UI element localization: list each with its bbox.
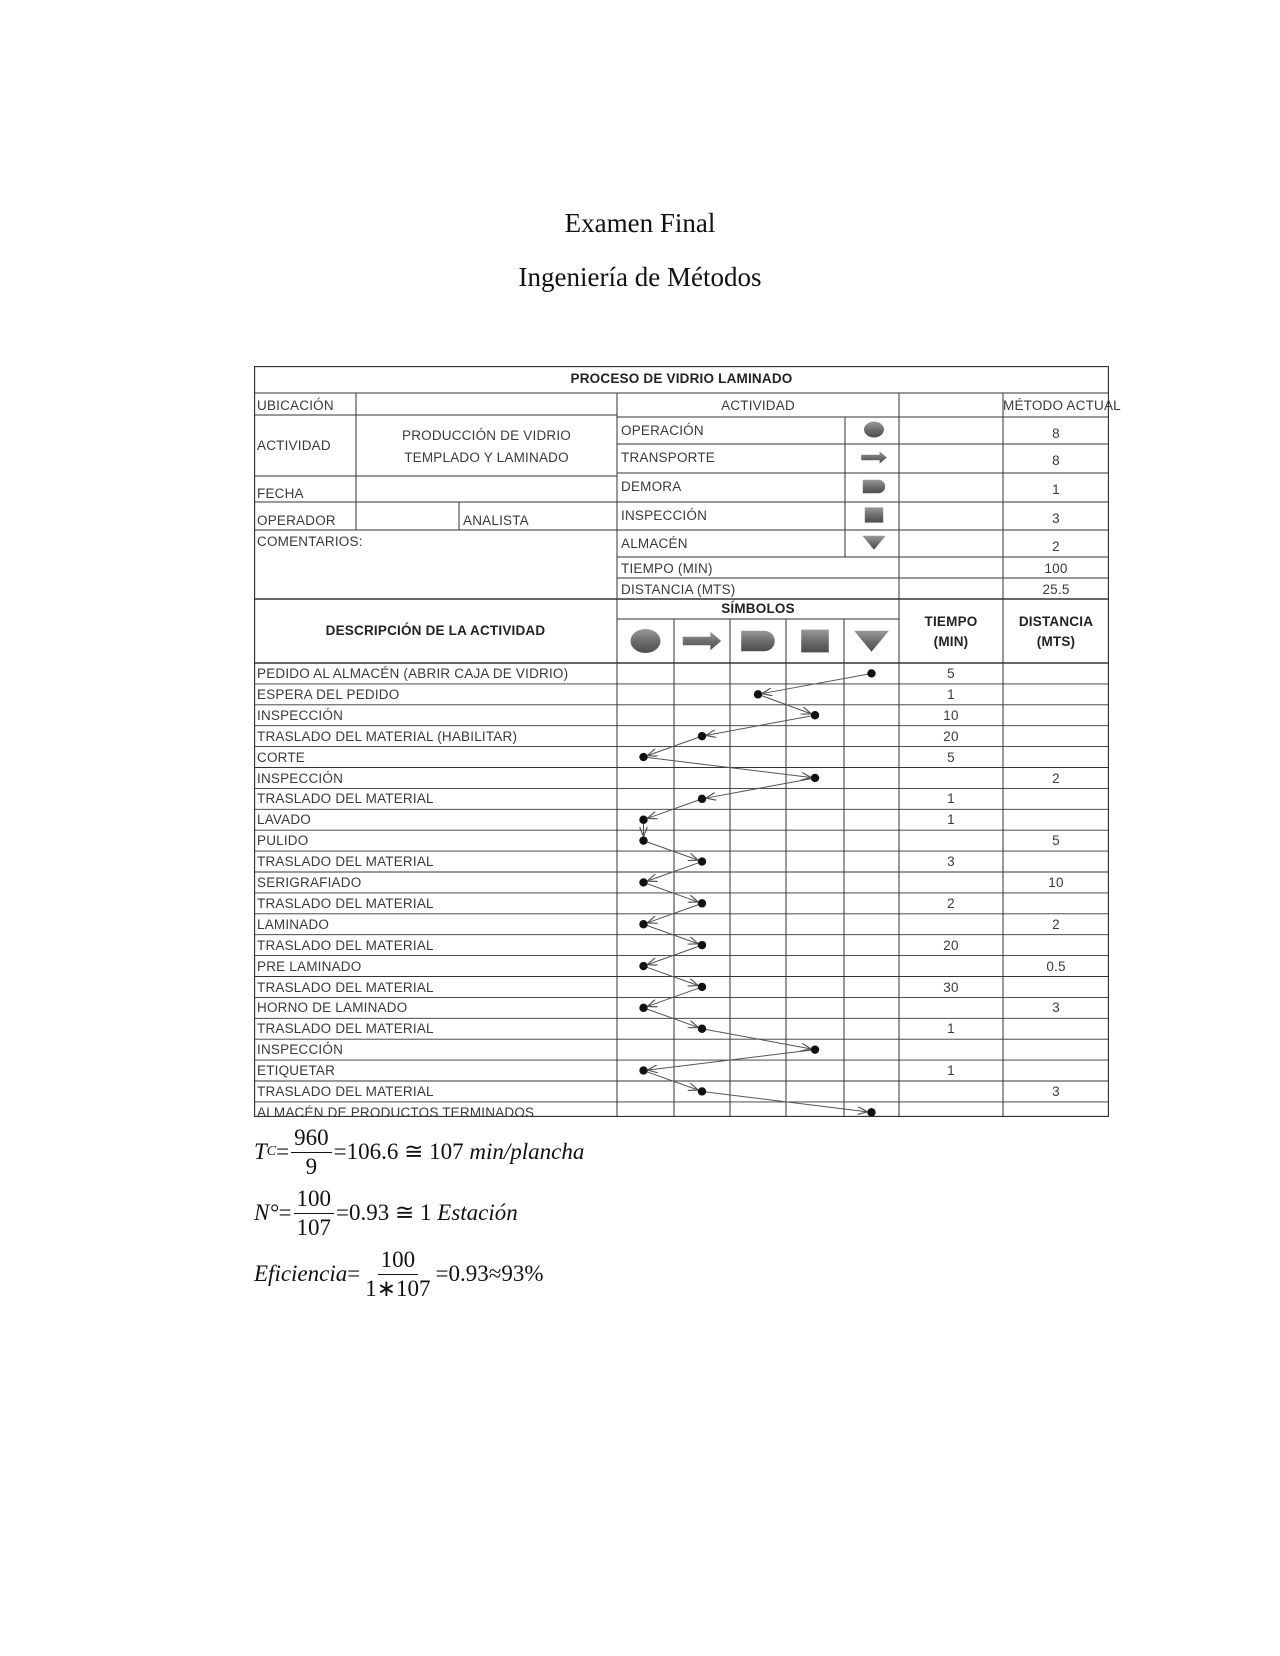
header-transport-arrow-icon [683, 632, 721, 650]
activity-description: TRASLADO DEL MATERIAL [257, 791, 434, 807]
activity-description: PULIDO [257, 833, 309, 849]
flow-arrow [648, 799, 702, 818]
activity-tiempo: 1 [947, 686, 955, 702]
distancia-total: 25.5 [1042, 582, 1070, 597]
activity-tiempo: 1 [947, 812, 955, 828]
tc-fraction [291, 1125, 332, 1180]
flow-point [698, 857, 706, 865]
actividad-value-line1: PRODUCCIÓN DE VIDRIO [401, 428, 571, 443]
summary-value: 8 [1052, 426, 1060, 441]
tiempo-unit-header: (MIN) [933, 634, 969, 649]
flow-point [639, 836, 647, 844]
actividad-header: ACTIVIDAD [721, 398, 795, 413]
summary-value: 3 [1052, 511, 1060, 526]
fecha-label: FECHA [257, 486, 304, 501]
activity-description: TRASLADO DEL MATERIAL [257, 854, 434, 870]
flow-arrow [644, 924, 698, 943]
document-title: Examen Final [564, 208, 716, 238]
flow-point [698, 983, 706, 991]
activity-distancia: 2 [1052, 916, 1060, 932]
summary-delay-d-icon [863, 480, 885, 494]
activity-description: ESPERA DEL PEDIDO [257, 686, 400, 702]
flow-arrow [702, 1029, 810, 1049]
activity-distancia: 3 [1052, 1000, 1060, 1016]
n-numerator: 100 [294, 1186, 335, 1214]
activity-description: ETIQUETAR [257, 1063, 336, 1079]
header-storage-triangle-icon [854, 631, 889, 652]
flow-point [867, 669, 875, 677]
flow-arrow [644, 1071, 698, 1090]
efficiency-formula [254, 1247, 544, 1302]
flow-point [811, 1045, 819, 1053]
flow-point [698, 941, 706, 949]
activity-description: PRE LAMINADO [257, 958, 362, 974]
activity-tiempo: 5 [947, 749, 955, 765]
flow-point [698, 732, 706, 740]
activity-tiempo: 30 [943, 979, 959, 995]
header-operation-circle-icon [631, 629, 661, 653]
activity-distancia: 0.5 [1046, 958, 1066, 974]
activity-description: TRASLADO DEL MATERIAL [257, 895, 434, 911]
summary-label: INSPECCIÓN [621, 508, 708, 523]
n-equals: = [278, 1200, 292, 1226]
flow-arrow [648, 987, 702, 1006]
flow-arrow [644, 1008, 698, 1027]
flow-point [639, 753, 647, 761]
tiempo-header: TIEMPO [924, 614, 978, 629]
activity-description: TRASLADO DEL MATERIAL [257, 1021, 434, 1037]
header-delay-d-icon [741, 631, 775, 651]
flow-arrow [707, 778, 815, 798]
flow-arrow [758, 694, 810, 713]
tc-subscript: C [266, 1144, 277, 1160]
process-flow-chart [254, 366, 1121, 1120]
tc-unit: min/plancha [469, 1139, 585, 1165]
summary-label: OPERACIÓN [621, 423, 704, 438]
activity-description: ALMACÉN DE PRODUCTOS TERMINADOS [257, 1104, 535, 1120]
activity-description: LAMINADO [257, 916, 330, 932]
stations-formula [254, 1186, 518, 1241]
activity-description: TRASLADO DEL MATERIAL [257, 979, 434, 995]
document-subtitle: Ingeniería de Métodos [518, 262, 762, 292]
tc-result: =106.6 ≅ 107 [333, 1139, 464, 1165]
actividad-value-line2: TEMPLADO Y LAMINADO [404, 450, 569, 465]
flow-point [811, 774, 819, 782]
tc-equals: = [276, 1139, 290, 1165]
flow-point [639, 962, 647, 970]
n-denominator: 107 [296, 1214, 332, 1240]
summary-value: 8 [1052, 453, 1060, 468]
ubicacion-label: UBICACIÓN [257, 398, 334, 413]
activity-tiempo: 1 [947, 1021, 955, 1037]
summary-label: TRANSPORTE [621, 450, 716, 465]
activity-description: INSPECCIÓN [257, 770, 344, 786]
activity-description: CORTE [257, 749, 306, 765]
operador-label: OPERADOR [257, 513, 336, 528]
activity-tiempo: 5 [947, 666, 955, 681]
activity-tiempo: 3 [947, 854, 955, 870]
summary-value: 1 [1052, 482, 1060, 497]
summary-transport-arrow-icon [861, 451, 887, 463]
activity-description: TRASLADO DEL MATERIAL [257, 1084, 434, 1099]
summary-storage-triangle-icon [862, 536, 885, 550]
metodo-actual-header: MÉTODO ACTUAL [1003, 398, 1121, 413]
summary-label: ALMACÉN [621, 536, 688, 551]
flow-point [698, 795, 706, 803]
distancia-label: DISTANCIA (MTS) [621, 582, 736, 597]
activity-description: TRASLADO DEL MATERIAL [257, 937, 434, 953]
flow-point [698, 1087, 706, 1095]
tc-denominator: 9 [305, 1153, 318, 1179]
activity-description: INSPECCIÓN [257, 1042, 344, 1058]
activity-tiempo: 10 [943, 707, 959, 723]
tiempo-label: TIEMPO (MIN) [621, 561, 713, 576]
flow-arrow [648, 903, 702, 922]
ef-equals: = [347, 1261, 361, 1287]
flow-point [698, 1025, 706, 1033]
activity-tiempo: 1 [947, 791, 955, 807]
distancia-header: DISTANCIA [1018, 614, 1094, 629]
actividad-label: ACTIVIDAD [257, 438, 331, 453]
activity-distancia: 2 [1052, 770, 1060, 786]
n-symbol: N° [254, 1200, 279, 1226]
flow-point [698, 899, 706, 907]
flow-arrow [648, 736, 702, 755]
activity-tiempo: 1 [947, 1063, 955, 1079]
tc-numerator: 960 [291, 1125, 332, 1153]
ef-numerator: 100 [378, 1247, 419, 1275]
activity-distancia: 3 [1052, 1084, 1060, 1099]
flow-point [754, 690, 762, 698]
tiempo-total: 100 [1044, 561, 1068, 576]
activity-distancia: 10 [1048, 875, 1064, 890]
activity-tiempo: 20 [943, 937, 959, 953]
flow-point [867, 1108, 875, 1116]
summary-value: 2 [1052, 539, 1060, 554]
flow-arrow [644, 882, 698, 901]
activity-description: PEDIDO AL ALMACÉN (ABRIR CAJA DE VIDRIO) [257, 666, 569, 681]
comentarios-label: COMENTARIOS: [257, 534, 363, 549]
flow-arrow [763, 673, 872, 693]
flow-point [639, 816, 647, 824]
header-inspection-square-icon [801, 630, 829, 653]
activity-description: TRASLADO DEL MATERIAL (HABILITAR) [257, 728, 518, 744]
distancia-unit-header: (MTS) [1036, 634, 1076, 649]
ef-denominator: 1∗107 [365, 1275, 431, 1301]
activity-description: HORNO DE LAMINADO [257, 1000, 408, 1016]
n-result: =0.93 ≅ 1 [336, 1200, 432, 1226]
ef-result: =0.93≈93% [435, 1261, 544, 1287]
cycle-time-formula [254, 1125, 584, 1180]
simbolos-header: SÍMBOLOS [721, 601, 795, 616]
flow-point [639, 1066, 647, 1074]
activity-description: LAVADO [257, 812, 311, 828]
descripcion-header: DESCRIPCIÓN DE LA ACTIVIDAD [325, 623, 546, 638]
flow-point [639, 920, 647, 928]
flow-point [639, 1004, 647, 1012]
flow-point [639, 878, 647, 886]
activity-description: INSPECCIÓN [257, 707, 344, 723]
activity-description: SERIGRAFIADO [257, 875, 362, 890]
analista-label: ANALISTA [463, 513, 529, 528]
flow-point [811, 711, 819, 719]
summary-operation-circle-icon [864, 422, 884, 438]
flow-arrow [707, 715, 815, 735]
summary-label: DEMORA [621, 479, 682, 494]
chart-title: PROCESO DE VIDRIO LAMINADO [570, 371, 793, 386]
flow-arrow [648, 945, 702, 964]
activity-tiempo: 2 [947, 895, 955, 911]
flow-arrow [644, 966, 698, 985]
n-fraction [294, 1186, 335, 1241]
activity-distancia: 5 [1052, 833, 1060, 849]
summary-inspection-square-icon [865, 507, 883, 522]
flow-arrow [648, 862, 702, 881]
tc-symbol: T [254, 1139, 267, 1165]
n-unit: Estación [437, 1200, 518, 1226]
ef-fraction [362, 1247, 433, 1302]
activity-tiempo: 20 [943, 728, 959, 744]
ef-symbol: Eficiencia [254, 1261, 348, 1287]
flow-arrow [644, 841, 698, 860]
